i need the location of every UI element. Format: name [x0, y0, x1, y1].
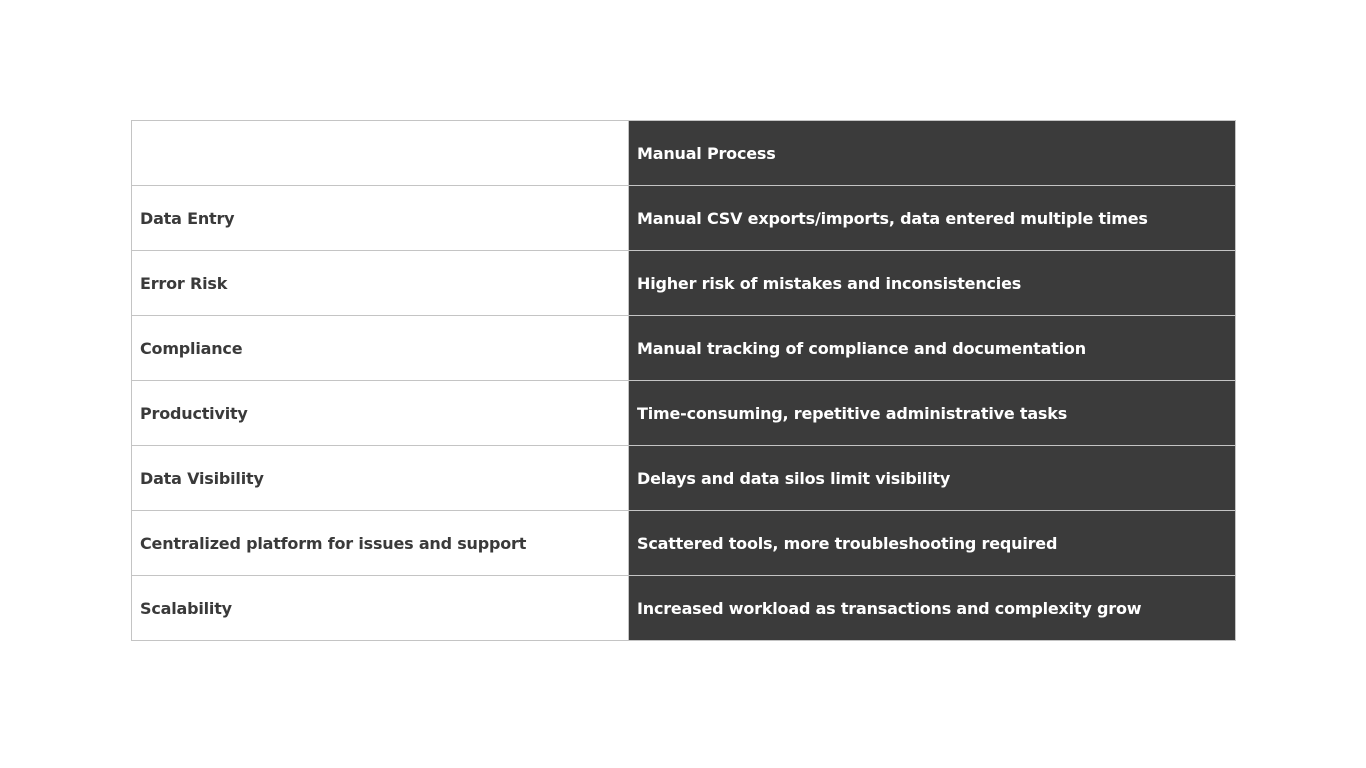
comparison-table — [131, 120, 1236, 641]
row-manual-scalability: Increased workload as transactions and complexity grow — [629, 576, 1236, 641]
row-label-centralized-platform: Centralized platform for issues and support — [132, 511, 629, 576]
table-row — [132, 251, 1236, 316]
header-manual-process-cell: Manual Process — [629, 121, 1236, 186]
row-label-data-entry: Data Entry — [132, 186, 629, 251]
row-manual-compliance: Manual tracking of compliance and documentation — [629, 316, 1236, 381]
table-header-row — [132, 121, 1236, 186]
row-label-productivity: Productivity — [132, 381, 629, 446]
table-row — [132, 446, 1236, 511]
row-manual-data-entry: Manual CSV exports/imports, data entered multiple times — [629, 186, 1236, 251]
table-row — [132, 381, 1236, 446]
row-label-scalability: Scalability — [132, 576, 629, 641]
table-row — [132, 186, 1236, 251]
row-manual-centralized-platform: Scattered tools, more troubleshooting required — [629, 511, 1236, 576]
row-label-compliance: Compliance — [132, 316, 629, 381]
table-row — [132, 511, 1236, 576]
table-row — [132, 316, 1236, 381]
row-manual-error-risk: Higher risk of mistakes and inconsistencies — [629, 251, 1236, 316]
row-manual-productivity: Time-consuming, repetitive administrative tasks — [629, 381, 1236, 446]
row-label-error-risk: Error Risk — [132, 251, 629, 316]
row-manual-data-visibility: Delays and data silos limit visibility — [629, 446, 1236, 511]
header-label-cell — [132, 121, 629, 186]
table-row — [132, 576, 1236, 641]
row-label-data-visibility: Data Visibility — [132, 446, 629, 511]
